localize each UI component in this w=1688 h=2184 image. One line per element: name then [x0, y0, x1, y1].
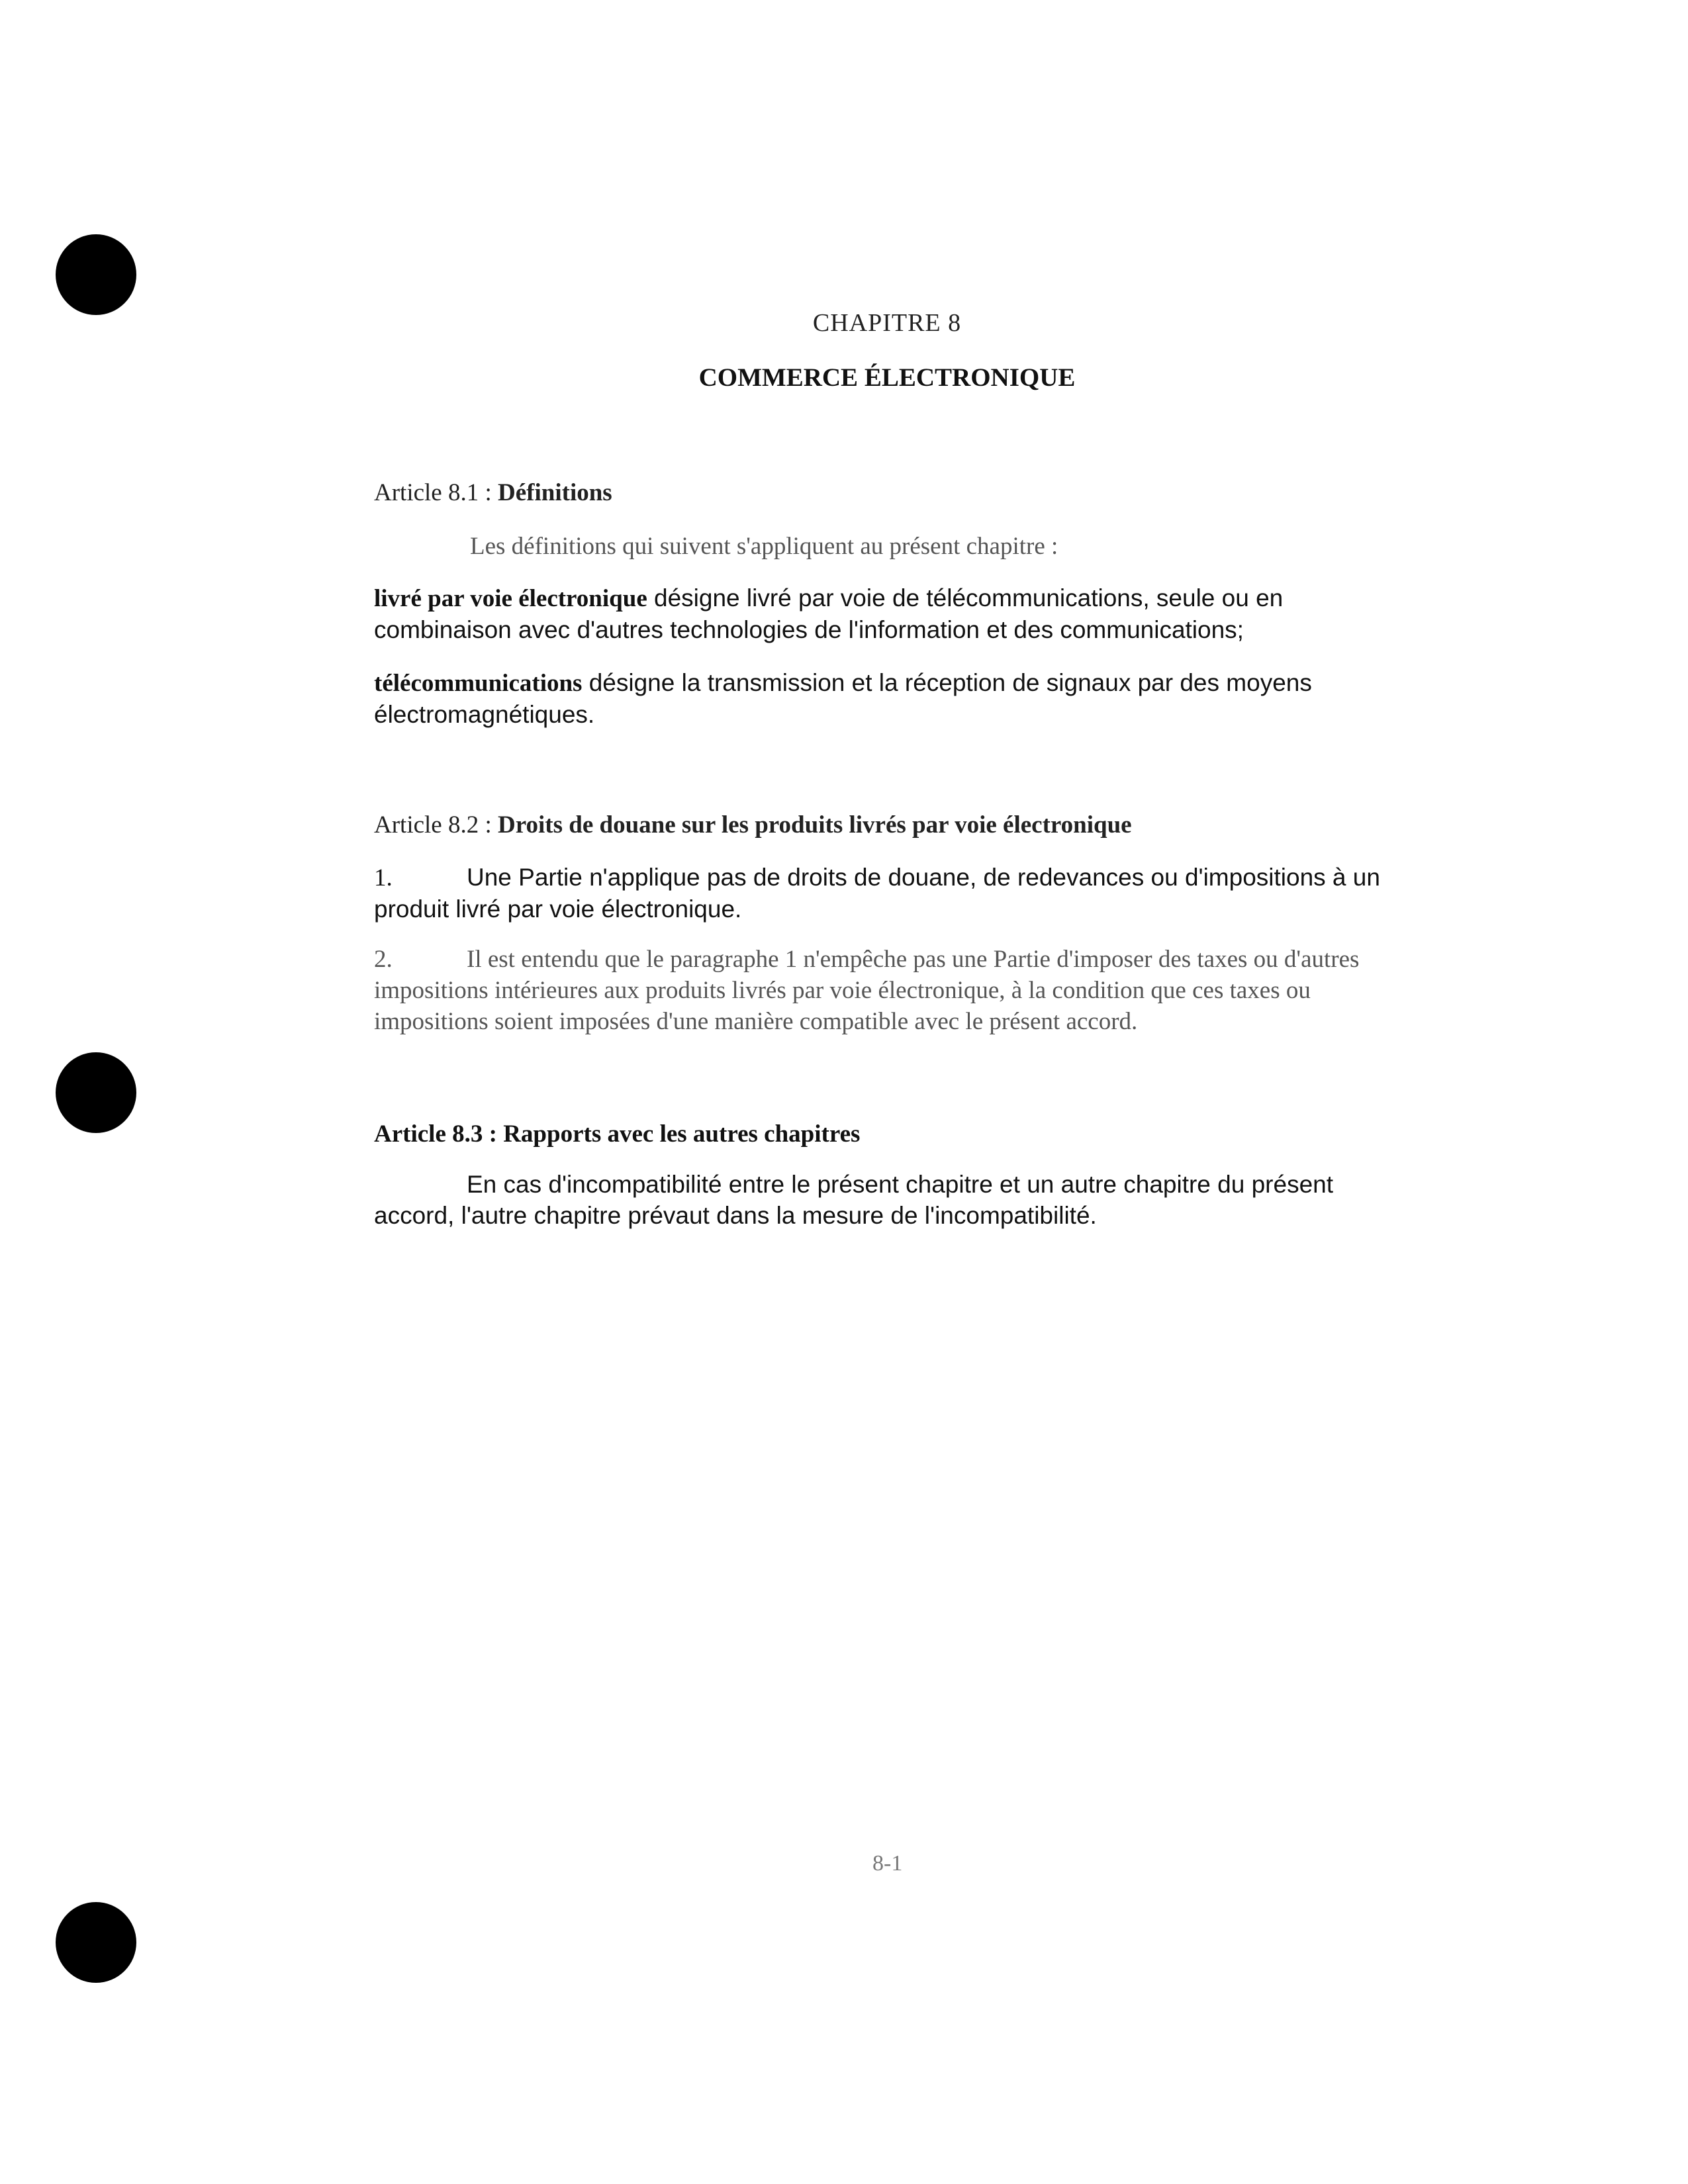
definition-telecommunications [374, 667, 1393, 730]
definition-text: désigne la transmission et la réception de signaux par des moyens électromagnétiques. [374, 669, 1312, 728]
article-name: Définitions [498, 479, 612, 506]
punch-hole-middle [56, 1052, 136, 1133]
article-8-2-paragraph-1 [374, 862, 1393, 925]
paragraph-text: Il est entendu que le paragraphe 1 n'empêche pas une Partie d'imposer des taxes ou d'autres impositions intérieures aux produits livrés par voie électronique, à la condition que ces taxes ou impositions soient imposées d'une manière compatible avec le présent accord. [374, 946, 1360, 1035]
punch-hole-bottom [56, 1902, 136, 1983]
paragraph-text: En cas d'incompatibilité entre le présent chapitre et un autre chapitre du présent accord, l'autre chapitre prévaut dans la mesure de l'incompatibilité. [374, 1171, 1334, 1229]
article-number: Article 8.2 : [374, 811, 492, 839]
punch-hole-top [56, 234, 136, 315]
article-8-3-paragraph [374, 1169, 1387, 1231]
article-8-2-heading [374, 811, 1132, 839]
definition-term: télécommunications [374, 670, 583, 697]
chapter-title: CHAPITRE 8 [812, 309, 962, 337]
paragraph-number: 2. [374, 946, 393, 973]
article-8-1-heading [374, 478, 612, 507]
article-name: Droits de douane sur les produits livrés par voie électronique [498, 811, 1132, 839]
page-number: 8-1 [872, 1851, 903, 1876]
article-8-2-paragraph-2 [374, 944, 1393, 1037]
paragraph-number: 1. [374, 864, 393, 891]
paragraph-text: Une Partie n'applique pas de droits de douane, de redevances ou d'impositions à un produit livré par voie électronique. [374, 864, 1380, 923]
chapter-subtitle: COMMERCE ÉLECTRONIQUE [698, 363, 1076, 392]
definition-term: livré par voie électronique [374, 585, 647, 612]
definitions-intro: Les définitions qui suivent s'appliquent au présent chapitre : [470, 533, 1058, 560]
article-number: Article 8.1 : [374, 479, 492, 506]
definition-livre-par-voie-electronique [374, 582, 1393, 645]
article-8-3-heading [374, 1120, 860, 1148]
article-name: Rapports avec les autres chapitres [503, 1120, 861, 1148]
article-number: Article 8.3 : [374, 1120, 497, 1148]
definition-text: désigne livré par voie de télécommunications, seule ou en combinaison avec d'autres technologies de l'information et des communications; [374, 584, 1284, 643]
